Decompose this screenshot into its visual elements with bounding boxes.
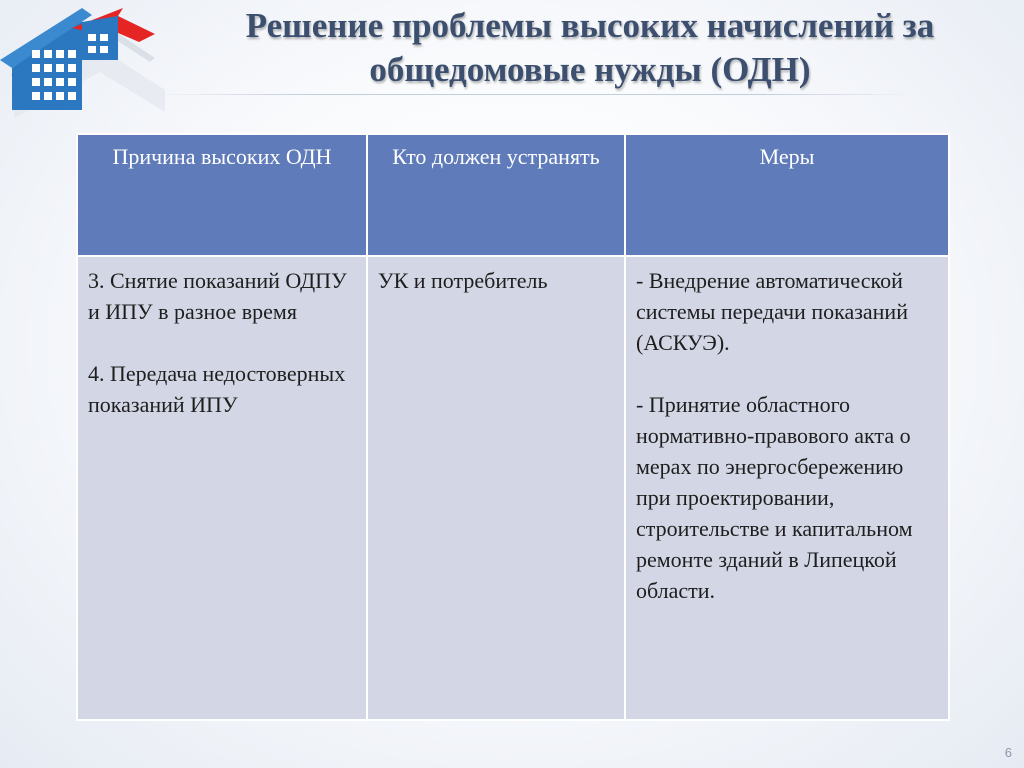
table-header-row: [77, 134, 949, 256]
cause-item: 3. Снятие показаний ОДПУ и ИПУ в разное время: [88, 268, 347, 324]
cell-causes: [77, 256, 367, 720]
header-cause: Причина высоких ОДН: [77, 134, 367, 256]
page-number: 6: [1004, 745, 1012, 760]
header-measures: Меры: [625, 134, 949, 256]
cell-responsible: УК и потребитель: [367, 256, 625, 720]
slide-title: Решение проблемы высоких начислений за общедомовые нужды (ОДН): [245, 6, 935, 89]
house-building-logo-icon: [0, 0, 165, 125]
measure-item: - Принятие областного нормативно-правового акта о мерах по энергосбережению при проектировании, строительстве и капитальном ремонте зданий в Липецкой области.: [636, 392, 913, 603]
title-divider: [155, 94, 915, 95]
measure-item: - Внедрение автоматической системы передачи показаний (АСКУЭ).: [636, 268, 908, 355]
cell-measures: [625, 256, 949, 720]
table-row: [77, 256, 949, 720]
cause-item: 4. Передача недостоверных показаний ИПУ: [88, 361, 346, 417]
header-responsible: Кто должен устранять: [367, 134, 625, 256]
measures-table: [76, 133, 948, 721]
